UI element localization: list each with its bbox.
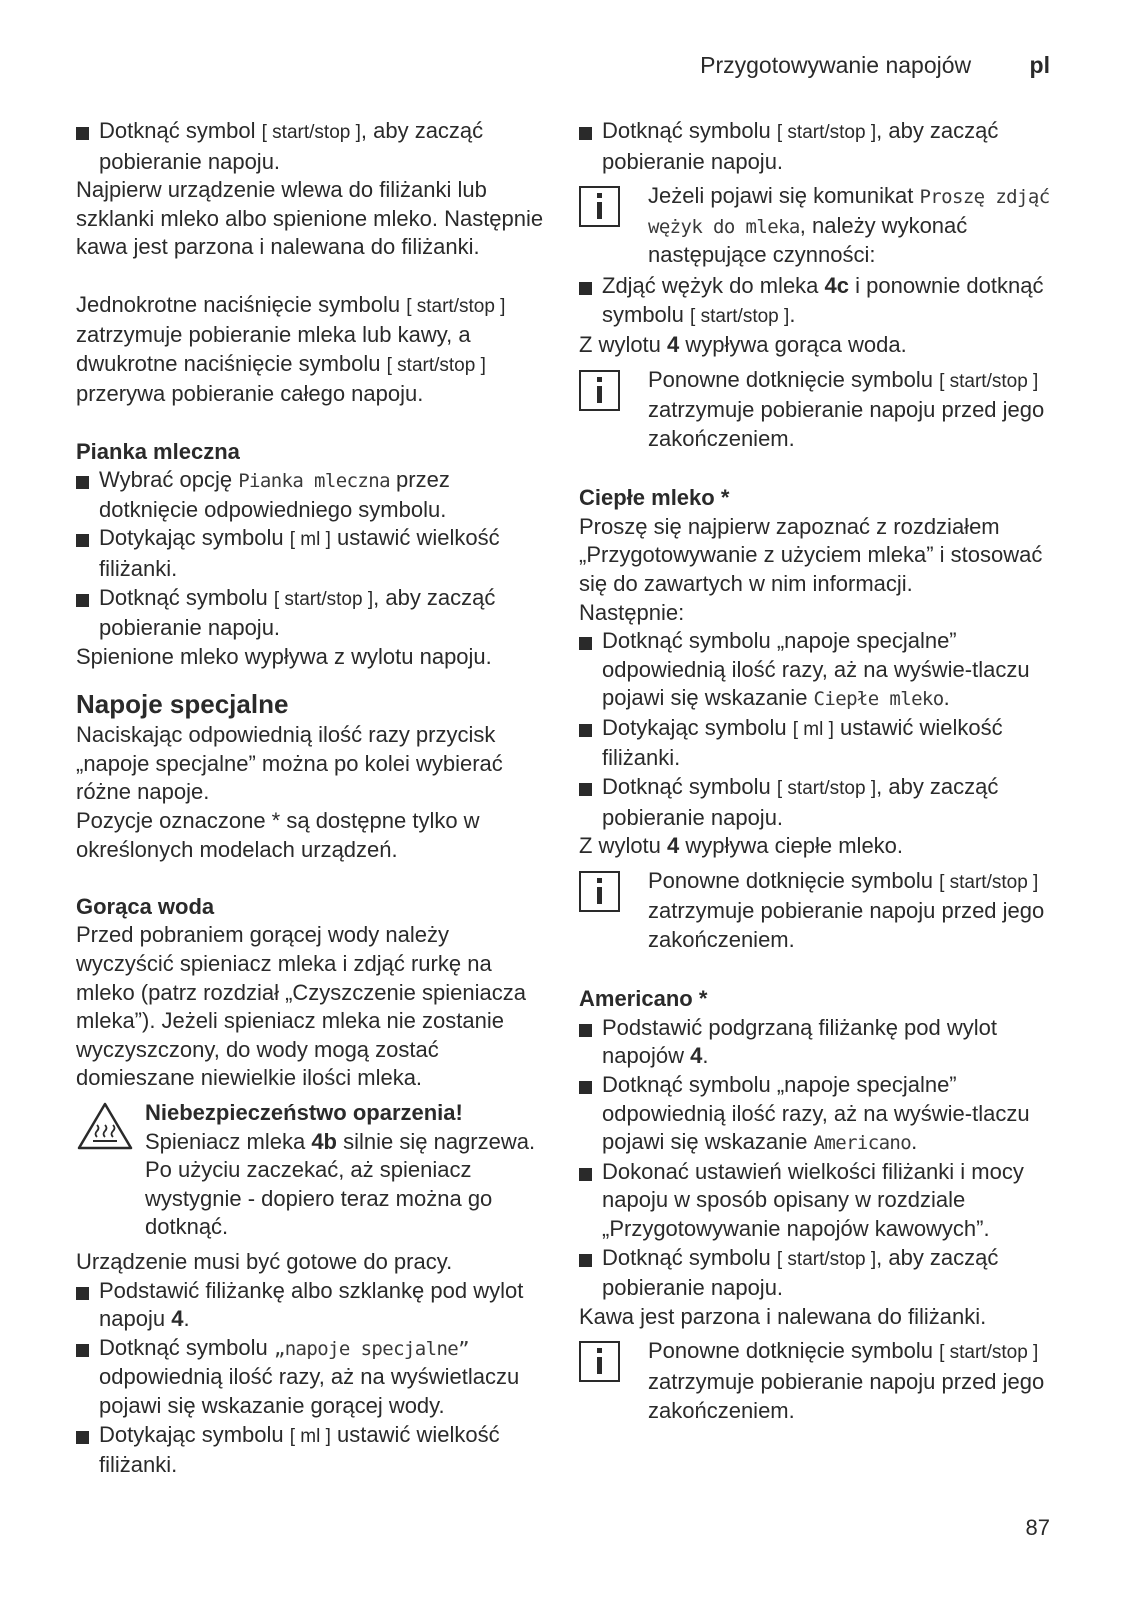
hot-surface-warning-icon bbox=[76, 1101, 134, 1151]
info-icon bbox=[579, 871, 620, 912]
paragraph: Przed pobraniem gorącej wody należy wyczyścić spieniacz mleka i zdjąć rurkę na mleko (patrz rozdział „Czyszczenie spieniacza mleka”). Jeżeli spieniacz mleka nie zostanie wyczyszczony, do wody mogą zostać domieszane niewielkie ilości mleka. bbox=[76, 922, 526, 1091]
list-item: Dotknąć symbolu „napoje specjalne” odpowiednią ilość razy, aż na wyświe-tlaczu pojawi się wskazanie Ciepłe mleko. bbox=[579, 627, 1059, 714]
list-item: Podstawić filiżankę albo szklankę pod wylot napoju 4. bbox=[76, 1277, 548, 1334]
paragraph: Jednokrotne naciśnięcie symbolu [ start/stop ] zatrzymuje pobieranie mleka lub kawy, a dwukrotne naciśnięcie symbolu [ start/stop ] przerywa pobieranie całego napoju. bbox=[76, 291, 506, 407]
paragraph: Kawa jest parzona i nalewana do filiżanki. bbox=[579, 1303, 987, 1329]
info-note bbox=[579, 182, 1059, 270]
paragraph: Z wylotu 4 wypływa ciepłe mleko. bbox=[579, 833, 904, 859]
subheading-americano: Americano * bbox=[579, 986, 708, 1012]
list-item: Dotknąć symbolu „napoje specjalne” odpowiednią ilość razy, aż na wyświetlaczu pojawi się wskazanie gorącej wody. bbox=[76, 1334, 548, 1421]
info-icon bbox=[579, 1341, 620, 1382]
list-item: Dokonać ustawień wielkości filiżanki i mocy napoju w sposób opisany w rozdziale „Przygotowywanie napojów kawowych”. bbox=[579, 1158, 1059, 1244]
list-item: Dotykając symbolu [ ml ] ustawić wielkość filiżanki. bbox=[76, 524, 548, 583]
paragraph: Naciskając odpowiednią ilość razy przycisk „napoje specjalne” można po kolei wybierać różne napoje. bbox=[76, 722, 503, 805]
page-header bbox=[700, 52, 1050, 79]
info-icon bbox=[579, 186, 620, 227]
note-text: Ponowne dotknięcie symbolu [ start/stop ] zatrzymuje pobieranie napoju przed jego zakończeniem. bbox=[648, 867, 1045, 953]
warning-title: Niebezpieczeństwo oparzenia! bbox=[145, 1100, 463, 1125]
left-column bbox=[76, 117, 548, 1480]
paragraph: Najpierw urządzenie wlewa do filiżanki lub szklanki mleko albo spienione mleko. Następnie kawa jest parzona i nalewana do filiżanki. bbox=[76, 177, 544, 260]
list-item: Dotknąć symbolu [ start/stop ], aby zacząć pobieranie napoju. bbox=[579, 773, 1059, 832]
subheading-goraca-woda: Gorąca woda bbox=[76, 893, 215, 919]
list-item: Dotykając symbolu [ ml ] ustawić wielkość filiżanki. bbox=[76, 1421, 548, 1480]
paragraph: Pozycje oznaczone * są dostępne tylko w określonych modelach urządzeń. bbox=[76, 808, 480, 862]
info-note bbox=[579, 366, 1059, 454]
section-heading-napoje: Napoje specjalne bbox=[76, 689, 289, 720]
list-item: Zdjąć wężyk do mleka 4c i ponownie dotknąć symbolu [ start/stop ]. bbox=[579, 272, 1059, 331]
list-item: Dotykając symbolu [ ml ] ustawić wielkość filiżanki. bbox=[579, 714, 1059, 773]
info-icon bbox=[579, 370, 620, 411]
subheading-pianka: Pianka mleczna bbox=[76, 438, 240, 464]
paragraph: Spienione mleko wypływa z wylotu napoju. bbox=[76, 643, 492, 669]
paragraph: Z wylotu 4 wypływa gorąca woda. bbox=[579, 332, 907, 358]
right-column bbox=[579, 117, 1059, 1427]
paragraph: Urządzenie musi być gotowe do pracy. bbox=[76, 1248, 453, 1274]
list-item: Dotknąć symbolu [ start/stop ], aby zacząć pobieranie napoju. bbox=[76, 584, 548, 643]
list-item: Dotknąć symbolu „napoje specjalne” odpowiednią ilość razy, aż na wyświe-tlaczu pojawi się wskazanie Americano. bbox=[579, 1071, 1059, 1158]
page-number: 87 bbox=[1025, 1515, 1050, 1540]
header-section-title: Przygotowywanie napojów bbox=[700, 52, 972, 78]
list-item: Dotknąć symbol [ start/stop ], aby zacząć pobieranie napoju. bbox=[76, 117, 548, 176]
list-item: Podstawić podgrzaną filiżankę pod wylot napojów 4. bbox=[579, 1014, 1059, 1071]
note-text: Ponowne dotknięcie symbolu [ start/stop ] zatrzymuje pobieranie napoju przed jego zakończeniem. bbox=[648, 1338, 1045, 1423]
subheading-cieple-mleko: Ciepłe mleko * bbox=[579, 485, 730, 511]
list-item: Dotknąć symbolu [ start/stop ], aby zacząć pobieranie napoju. bbox=[579, 1244, 1059, 1303]
header-language: pl bbox=[1029, 52, 1050, 78]
list-item: Wybrać opcję Pianka mleczna przez dotknięcie odpowiedniego symbolu. bbox=[76, 466, 548, 524]
info-note bbox=[579, 1337, 1059, 1425]
note-text: Ponowne dotknięcie symbolu [ start/stop ] zatrzymuje pobieranie napoju przed jego zakończeniem. bbox=[648, 366, 1045, 451]
note-text: Jeżeli pojawi się komunikat Proszę zdjąć wężyk do mleka, należy wykonać następujące czynności: bbox=[648, 183, 1050, 268]
paragraph: Następnie: bbox=[579, 599, 685, 625]
paragraph: Proszę się najpierw zapoznać z rozdziałem „Przygotowywanie z użyciem mleka” i stosować się do zawartych w nim informacji. bbox=[579, 513, 1043, 596]
warning-box bbox=[76, 1099, 548, 1242]
list-item: Dotknąć symbolu [ start/stop ], aby zacząć pobieranie napoju. bbox=[579, 117, 1059, 176]
warning-text: Spieniacz mleka 4b silnie się nagrzewa. Po użyciu zaczekać, aż spieniacz wystygnie - dopiero teraz można go dotknąć. bbox=[145, 1128, 536, 1240]
info-note bbox=[579, 867, 1059, 955]
